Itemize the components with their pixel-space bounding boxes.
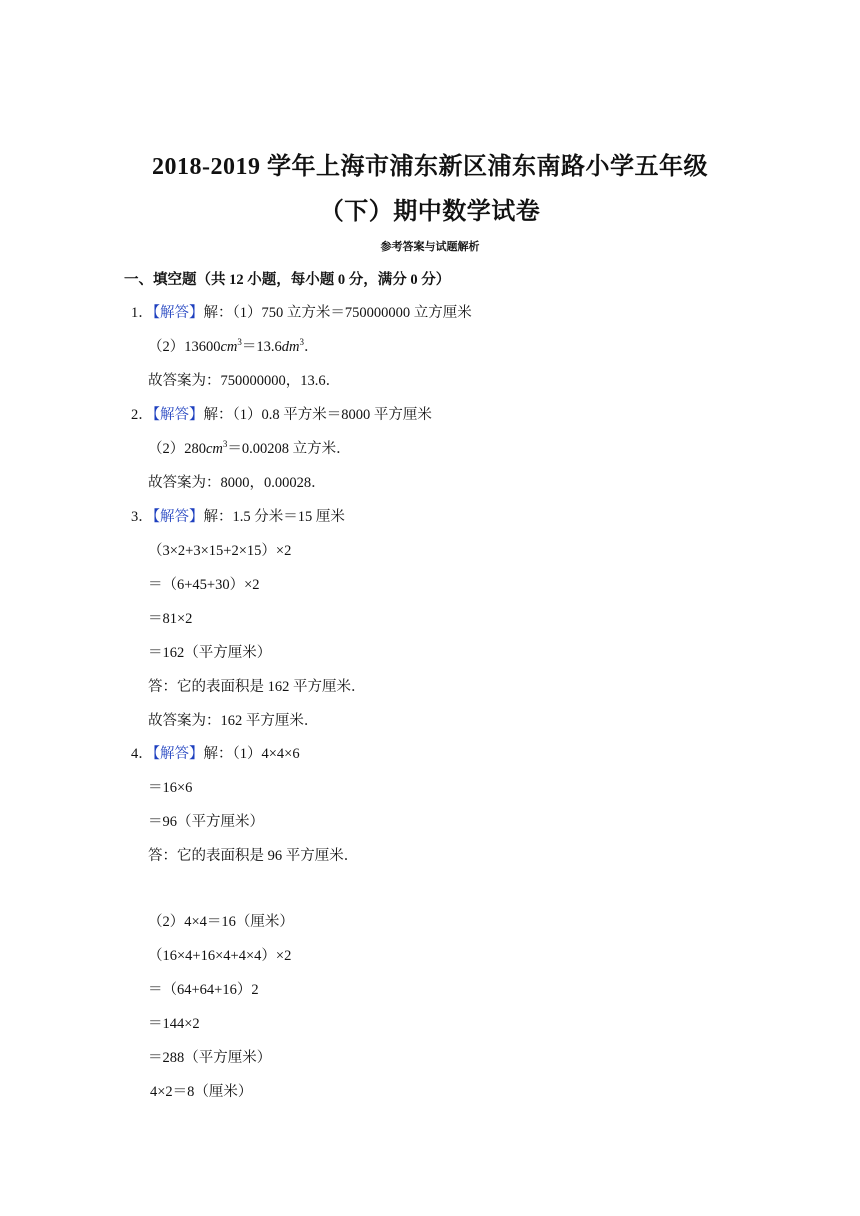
q3-line-5: ＝162（平方厘米） [148, 645, 272, 661]
q4-line-1 [131, 745, 300, 763]
subtitle: 参考答案与试题解析 [380, 241, 480, 253]
q4-line-2: ＝16×6 [148, 780, 193, 796]
q3-answer-tag: 【解答】 [152, 509, 204, 525]
q1-l2-part-b: ＝13.6 [241, 339, 282, 355]
q4-line-8: ＝144×2 [148, 1016, 200, 1032]
q1-l2-exp-2: 3 [299, 337, 305, 347]
q2-line-3: 故答案为：8000，0.00028． [148, 475, 326, 491]
q4-number: 4． [131, 746, 153, 762]
q4-line-10: 4×2＝8（厘米） [150, 1084, 253, 1100]
q1-number: 1． [131, 305, 153, 321]
q4-line-5: （2）4×4＝16（厘米） [148, 914, 294, 930]
title-line-1: 2018-2019 学年上海市浦东新区浦东南路小学五年级 [152, 154, 708, 180]
q2-answer-tag: 【解答】 [152, 407, 204, 423]
q2-line-1 [131, 406, 432, 424]
q3-line-7: 故答案为：162 平方厘米． [148, 713, 319, 729]
q1-line-1 [131, 304, 472, 322]
q4-line-3: ＝96（平方厘米） [148, 814, 264, 830]
q4-line-4: 答：它的表面积是 96 平方厘米． [148, 848, 359, 864]
q3-line-2: （3×2+3×15+2×15）×2 [148, 543, 292, 559]
q2-l2-exp-1: 3 [222, 439, 228, 449]
q1-line-2 [148, 338, 319, 356]
q3-line-3: ＝（6+45+30）×2 [148, 577, 260, 593]
q3-line-1-text: 解：1.5 分米＝15 厘米 [203, 509, 345, 525]
q4-line-7: ＝（64+64+16）2 [148, 982, 259, 998]
q3-number: 3． [131, 509, 153, 525]
q2-number: 2． [131, 407, 153, 423]
q1-l2-exp-1: 3 [237, 337, 242, 347]
q4-answer-tag: 【解答】 [152, 746, 204, 762]
q1-l2-unit-1: cm [220, 339, 238, 355]
title-line-2: （下）期中数学试卷 [319, 199, 541, 225]
q4-line-6: （16×4+16×4+4×4）×2 [148, 948, 292, 964]
q1-line-3: 故答案为：750000000，13.6． [148, 373, 341, 389]
q4-line-1-text: 解：（1）4×4×6 [203, 746, 300, 762]
section-heading: 一、填空题（共 12 小题，每小题 0 分，满分 0 分） [124, 272, 451, 288]
q2-line-2 [148, 440, 351, 458]
q2-l2-unit-1: cm [206, 441, 223, 457]
q1-line-1-text: 解：（1）750 立方米＝750000000 立方厘米 [203, 305, 472, 321]
q2-l2-part-b: ＝0.00208 立方米． [227, 441, 351, 457]
q3-line-6: 答：它的表面积是 162 平方厘米． [148, 679, 366, 695]
q2-line-1-text: 解：（1）0.8 平方米＝8000 平方厘米 [203, 407, 432, 423]
q1-l2-part-a: （2）13600 [148, 339, 221, 355]
q1-l2-part-c: ． [304, 339, 319, 355]
q1-answer-tag: 【解答】 [152, 305, 204, 321]
q2-l2-part-a: （2）280 [148, 441, 206, 457]
q3-line-1 [131, 508, 345, 526]
q4-line-9: ＝288（平方厘米） [148, 1050, 272, 1066]
q3-line-4: ＝81×2 [148, 611, 193, 627]
q1-l2-unit-2: dm [281, 339, 300, 355]
